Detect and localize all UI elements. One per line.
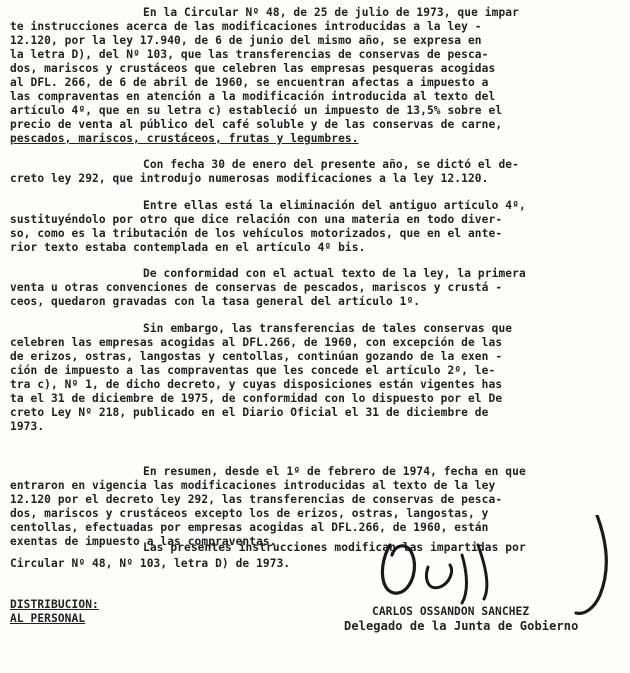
paragraph-6-line-1: En resumen, desde el 1º de febrero de 1974, fecha en que — [143, 465, 526, 478]
paragraph-1-line-9: precio de venta al público del café soluble y de las conservas de carne, — [10, 118, 503, 131]
paragraph-6-line-5: centollas, efectuadas por empresas acogidas al DFL.266, de 1960, están — [10, 521, 489, 534]
paragraph-3-line-2: sustituyéndolo por otro que dice relación con una materia en todo diver- — [10, 213, 503, 226]
paragraph-5-line-3: de erizos, ostras, langostas y centollas, continúan gozando de la exen - — [10, 350, 503, 363]
paragraph-6-line-4: dos, mariscos y crustáceos excepto los de erizos, ostras, langostas, y — [10, 507, 489, 520]
paragraph-5-line-5: tra c), Nº 1, de dicho decreto, y cuyas disposiciones están vigentes has — [10, 378, 503, 391]
paragraph-4-line-3: ceos, quedaron gravadas con la tasa general del artículo 1º. — [10, 295, 421, 308]
paragraph-5-line-4: ción de impuesto a las compraventas que les concede el artículo 2º, le- — [10, 364, 496, 377]
paragraph-5-line-8: 1973. — [10, 420, 45, 433]
paragraph-5-line-6: ta el 31 de diciembre de 1975, de conformidad con lo dispuesto por el De — [10, 392, 503, 405]
paragraph-1-line-10: pescados, mariscos, crustáceos, frutas y legumbres. — [10, 132, 359, 145]
paragraph-5-line-2: celebren las empresas acogidas al DFL.266, de 1960, con excepción de las — [10, 336, 503, 349]
paragraph-1-line-1: En la Circular Nº 48, de 25 de julio de 1973, que impar — [143, 6, 519, 19]
distribution-heading: DISTRIBUCION: — [10, 598, 99, 611]
paragraph-5-line-1: Sin embargo, las transferencias de tales conservas que — [143, 322, 513, 335]
signatory-name: CARLOS OSSANDON SANCHEZ — [372, 605, 530, 618]
paragraph-1-line-6: al DFL. 266, de 6 de abril de 1960, se encuentran afectas a impuesto a — [10, 76, 489, 89]
paragraph-7-line-1: Las presentes instrucciones modifican las impartidas por — [143, 541, 526, 554]
paragraph-2-line-2: creto ley 292, que introdujo numerosas modificaciones a la ley 12.120. — [10, 172, 489, 185]
paragraph-6-line-2: entraron en vigencia las modificaciones introducidas al texto de la ley — [10, 479, 496, 492]
paragraph-3-line-1: Entre ellas está la eliminación del antiguo artículo 4º, — [143, 199, 526, 212]
signatory-title: Delegado de la Junta de Gobierno — [344, 619, 579, 633]
paragraph-7-line-2: Circular Nº 48, Nº 103, letra D) de 1973. — [10, 557, 291, 570]
paragraph-1-line-2: te instrucciones acerca de las modificaciones introducidas a la ley - — [10, 20, 482, 33]
paragraph-4-line-1: De conformidad con el actual texto de la ley, la primera — [143, 267, 526, 280]
paragraph-1-line-4: la letra D), del Nº 103, que las transferencias de conservas de pesca- — [10, 48, 489, 61]
paragraph-6-line-6: exentas de impuesto a las compraventas. — [10, 535, 277, 548]
paragraph-2-line-1: Con fecha 30 de enero del presente año, se dictó el de- — [143, 158, 519, 171]
paragraph-3-line-3: so, como es la tributación de los vehículos motorizados, que en el ante- — [10, 227, 503, 240]
paragraph-4-line-2: venta u otras convenciones de conservas de pescados, mariscos y crustá - — [10, 281, 503, 294]
paragraph-1-line-7: las compraventas en atención a la modificación introducida al texto del — [10, 90, 496, 103]
paragraph-1-line-3: 12.120, por la ley 17.940, de 6 de junio del mismo año, se expresa en — [10, 34, 482, 47]
distribution-recipient: AL PERSONAL — [10, 612, 86, 625]
paragraph-3-line-4: rior texto estaba contemplada en el artículo 4º bis. — [10, 241, 366, 254]
paragraph-6-line-3: 12.120 por el decreto ley 292, las transferencias de conservas de pesca- — [10, 493, 503, 506]
paragraph-5-line-7: creto Ley Nº 218, publicado en el Diario Oficial el 31 de diciembre de — [10, 406, 489, 419]
paragraph-1-line-5: dos, mariscos y crustáceos que celebren las empresas pesqueras acogidas — [10, 62, 496, 75]
paragraph-1-line-8: artículo 4º, que en su letra c) estableció un impuesto de 13,5% sobre el — [10, 104, 503, 117]
